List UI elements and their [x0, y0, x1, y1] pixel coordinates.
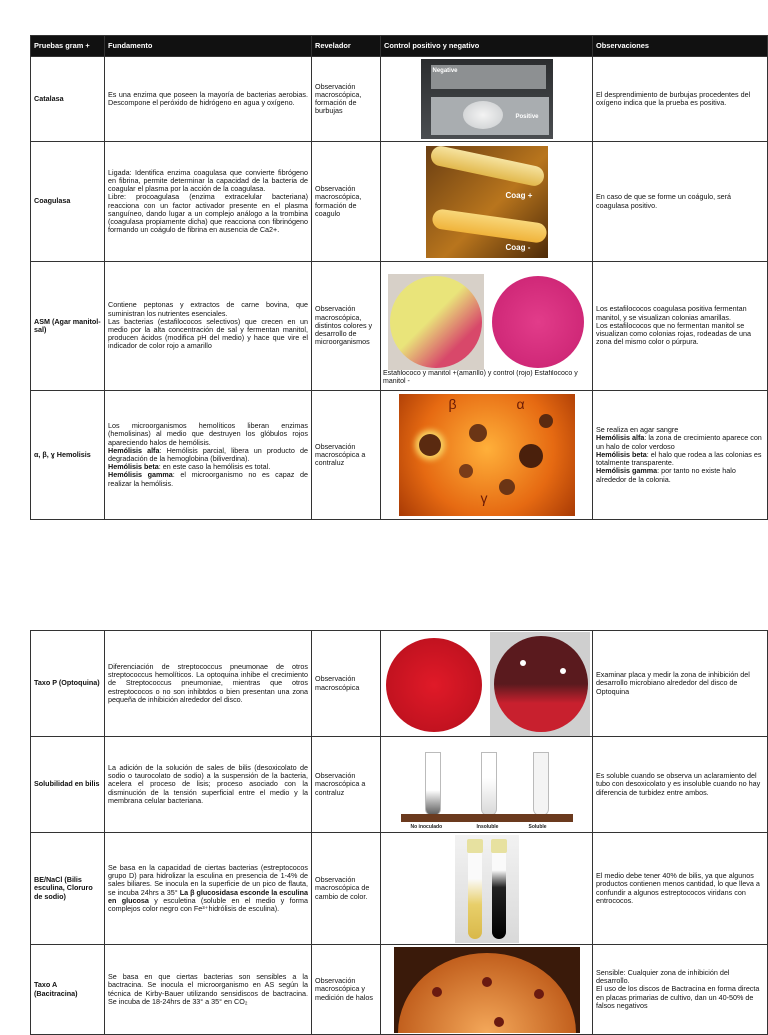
fundamento-text: La adición de la solución de sales de bilis (desoxicolato de sodio o taurocolato de sodio) a la suspensión de la bacteria, acelera el proceso de lisis; proceso asociado con la disminución de la tensión superficial entre el medio y la membrana celular bacteriana. — [105, 737, 312, 833]
control-image-cell — [381, 631, 593, 737]
beta-label: Hemólisis beta — [108, 462, 159, 472]
revelador-text: Observación macroscópica de cambio de color. — [312, 833, 381, 945]
table-row — [31, 737, 768, 833]
obs-beta-label: Hemólisis beta — [596, 449, 647, 459]
tube-label-insoluble: Insoluble — [476, 823, 499, 830]
tests-table-1 — [30, 35, 768, 520]
table-row — [31, 631, 768, 737]
observaciones-text — [593, 391, 768, 520]
be-rest: y esculetina (soluble en el medio y forma complejos color negro con Fe³⁺hidrólisis de esculina). — [108, 895, 308, 913]
test-name: Solubilidad en bilis — [31, 737, 105, 833]
optochin-plate-right-image — [490, 632, 590, 736]
alfa-label: Hemólisis alfa — [108, 445, 160, 455]
fundamento-text — [105, 391, 312, 520]
observaciones-text: Sensible: Cualquier zona de inhibición del desarrollo. El uso de los discos de Bactracina en forma directa en placas primarias de cultivo, dan un 40-50% de falsos negativos — [593, 945, 768, 1035]
control-image-cell — [381, 833, 593, 945]
observaciones-text: Los estafilococos coagulasa positiva fermentan manitol, y se visualizan colonias amarillas. Los estafilococos que no fermentan manitol se visualizan como colonias rojas, rodeadas de una zona del mismo color o púrpura. — [593, 262, 768, 391]
control-image-cell — [381, 391, 593, 520]
gamma-text: : el microorganismo no es capaz de realizar la hemólisis. — [108, 470, 308, 488]
fundamento-text — [105, 833, 312, 945]
fundamento-text: Diferenciación de streptococcus pneumonae de otros streptococcus hemolíticos. La optoquina inhibe el crecimiento de Streptococcus pneumoniae, mientras que otros estreptococos o no son inhibtdos o bien presentan una zona pequeña de inhibición alrededor del disco. — [105, 631, 312, 737]
test-name: α, β, ɣ Hemolisis — [31, 391, 105, 520]
coag-positive-label: Coag + — [505, 190, 533, 200]
fundamento-text: Ligada: Identifica enzima coagulasa que convierte fibrógeno en fibrina, permite determinar la capacidad de la bacteria de coagular el plasma por la acción de la coagulasa. Libre: procoagulasa (enzima extracelular bacteriana) reacciona con un factor activador presente en el plasma sanguíneo, dando lugar a un complejo análogo a la trombina (coagulasa propiamente dicha) que reacciona con fibrinógeno formando un coágulo de fibrina en ausencia de Ca2+. — [105, 142, 312, 262]
obs-gamma-label: Hemólisis gamma — [596, 466, 658, 476]
test-name: BE/NaCl (Bilis esculina, Cloruro de sodio) — [31, 833, 105, 945]
hemolysis-plate-image — [399, 394, 575, 516]
obs-beta-text: : el halo que rodea a las colonias es totalmente transparente. — [596, 449, 762, 468]
beta-symbol: β — [448, 396, 457, 412]
test-name: Coagulasa — [31, 142, 105, 262]
revelador-text: Observación macroscópica a contraluz — [312, 737, 381, 833]
hemolysis-intro: Los microorganismos hemolíticos liberan enzimas (hemolisinas) al medio que destruyen los glóbulos rojos apareciendo halos de hemólisis. — [108, 421, 308, 447]
table-row — [31, 142, 768, 262]
control-image-cell — [381, 945, 593, 1035]
obs-alfa-label: Hemólisis alfa — [596, 433, 645, 443]
bacitracin-plate-image — [394, 947, 580, 1033]
observaciones-text: Es soluble cuando se observa un aclaramiento del tubo con desoxicolato y es insoluble cuando no hay diferencia de turbidez entre ambos. — [593, 737, 768, 833]
table-row — [31, 945, 768, 1035]
be-intro: Se basa en la capacidad de ciertas bacterias (estreptococos grupo D) para hidrolizar la esculina en presencia de 1-4% de sales biliares. Se inocula en la superficie de un pico de flauta, se incuba 24hrs a 35° — [108, 862, 308, 897]
optochin-plate-left-image — [384, 634, 484, 734]
bile-esculin-tubes-image — [455, 835, 519, 943]
revelador-text: Observación macroscópica, distintos colores y desarrollo de microorganismos — [312, 262, 381, 391]
positive-label: Positive — [515, 114, 539, 120]
coagulase-tubes-image — [426, 146, 548, 258]
observaciones-text: Examinar placa y medir la zona de inhibición del desarrollo microbiano alrededor del disco de Optoquina — [593, 631, 768, 737]
table-row — [31, 262, 768, 391]
fundamento-text: Es una enzima que poseen la mayoría de bacterias aerobias. Descompone el peróxido de hidrógeno en agua y oxígeno. — [105, 57, 312, 142]
coag-negative-label: Coag - — [505, 242, 531, 252]
asm-image-caption: Estafilococo y manitol +(amarillo) y control (rojo) Estafilococo y manitol - — [383, 370, 578, 385]
obs-intro: Se realiza en agar sangre — [596, 425, 679, 435]
header-revelador: Revelador — [312, 36, 381, 57]
alpha-symbol: α — [516, 396, 525, 412]
revelador-text: Observación macroscópica a contraluz — [312, 391, 381, 520]
revelador-text: Observación macroscópica, formación de coagulo — [312, 142, 381, 262]
tube-label-no-inoculado: No inoculado — [410, 823, 443, 830]
test-name: Taxo P (Optoquina) — [31, 631, 105, 737]
observaciones-text: El desprendimiento de burbujas procedentes del oxígeno indica que la prueba es positiva. — [593, 57, 768, 142]
fundamento-text: Se basa en que ciertas bacterias son sensibles a la bactracina. Se inocula el microorganismo en AS según la técnica de Kirby-Bauer utilizando sensidiscos de bactracina. Se incuba de 18-24hrs de 33° a 35° en CO₂ — [105, 945, 312, 1035]
revelador-text: Observación macroscópica — [312, 631, 381, 737]
bile-solubility-tubes-image — [401, 738, 573, 832]
control-image-cell — [381, 737, 593, 833]
alfa-text: : Hemólisis parcial, libera un producto de degradación de la hemoglobina (biliverdina). — [108, 445, 308, 463]
gamma-symbol: γ — [480, 490, 488, 506]
header-fundamento: Fundamento — [105, 36, 312, 57]
negative-label: Negative — [432, 68, 458, 74]
fundamento-text: Contiene peptonas y extractos de carne bovina, que suministran los nutrientes esenciales. Las bacterias (estafilococos selectivos) que crecen en un medio por la alta concentración de sal y fermentan manitol, producen ácidos (modifica pH del medio) y hace que vire el indicador de color rojo a amarillo — [105, 262, 312, 391]
gamma-label: Hemólisis gamma — [108, 470, 173, 480]
test-name: Catalasa — [31, 57, 105, 142]
test-name: ASM (Agar manitol-sal) — [31, 262, 105, 391]
table-row — [31, 833, 768, 945]
be-bold: La β glucosidasa esconde la esculina en glucosa — [108, 887, 308, 905]
revelador-text: Observación macroscópica, formación de burbujas — [312, 57, 381, 142]
mannitol-positive-plate-image — [388, 274, 484, 370]
catalase-slide-image — [421, 59, 553, 139]
header-control: Control positivo y negativo — [381, 36, 593, 57]
test-name: Taxo A (Bacitracina) — [31, 945, 105, 1035]
tests-table-2 — [30, 630, 768, 1035]
tube-label-soluble: Soluble — [528, 823, 547, 830]
control-image-cell — [381, 57, 593, 142]
revelador-text: Observación macroscópica y medición de halos — [312, 945, 381, 1035]
obs-gamma-text: : por tanto no existe halo alrededor de la colonia. — [596, 466, 736, 484]
table-row — [31, 57, 768, 142]
header-observaciones: Observaciones — [593, 36, 768, 57]
table-row — [31, 391, 768, 520]
header-pruebas: Pruebas gram + — [31, 36, 105, 57]
observaciones-text: El medio debe tener 40% de bilis, ya que algunos productos contienen menos cantidad, lo que lleva a confundir a algunos estreptococos viridans con entrococos. — [593, 833, 768, 945]
observaciones-text: En caso de que se forme un coágulo, será coagulasa positivo. — [593, 142, 768, 262]
control-image-cell — [381, 142, 593, 262]
control-image-cell — [381, 262, 593, 391]
beta-text: : en este caso la hemólisis es total. — [158, 462, 271, 472]
table-header-row — [31, 36, 768, 57]
obs-alfa-text: : la zona de crecimiento aparece con un halo de color verdoso — [596, 433, 762, 451]
mannitol-negative-plate-image — [490, 274, 586, 370]
